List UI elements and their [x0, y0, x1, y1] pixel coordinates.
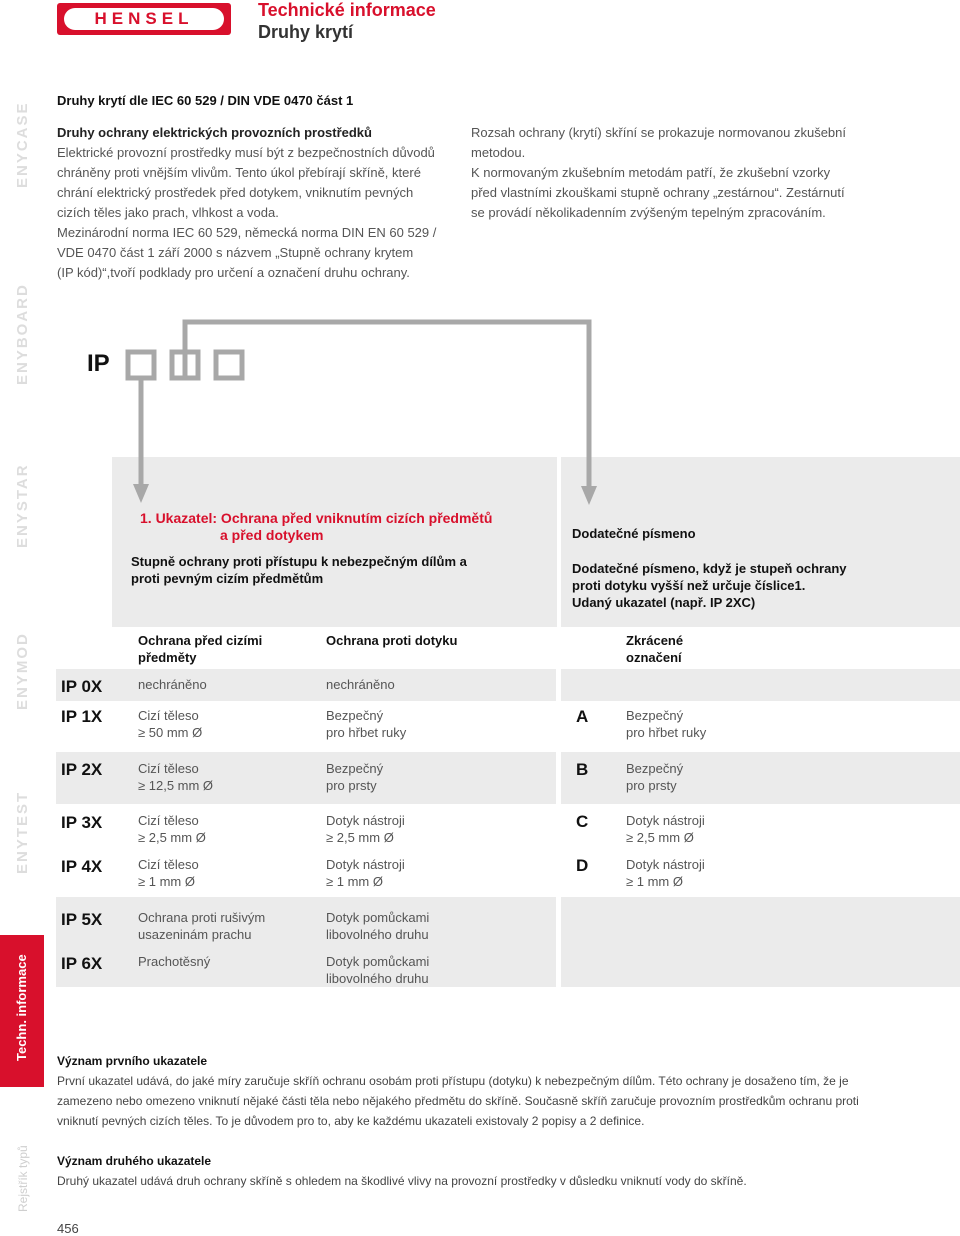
cell-line: ≥ 1 mm Ø [138, 874, 195, 889]
cell-line: nechráněno [138, 677, 207, 692]
letter-cell [626, 760, 683, 794]
cell-line: ≥ 1 mm Ø [626, 874, 683, 889]
brand-enyboard: ENYBOARD [14, 283, 31, 385]
th-touch: Ochrana proti dotyku [326, 633, 458, 648]
second-meaning-heading: Význam druhého ukazatele [57, 1154, 212, 1168]
intro-line: VDE 0470 část 1 září 2000 s názvem „Stupně ochrany krytem [57, 245, 414, 260]
intro-line: Elektrické provozní prostředky musí být z bezpečnostních důvodů [57, 145, 435, 160]
intro-line: K normovaným zkušebním metodám patří, že zkušební vzorky [471, 165, 831, 180]
cell-line: Dotyk pomůckami [326, 910, 430, 925]
cell-line: Cizí těleso [138, 761, 199, 776]
letter-code: D [576, 856, 589, 875]
foreign-cell [138, 856, 199, 890]
touch-cell [326, 909, 429, 943]
page-number: 456 [57, 1221, 79, 1236]
intro-line: se provádí několikadenním zvýšeným tepelným zpracováním. [471, 205, 826, 220]
cell-line: ≥ 50 mm Ø [138, 725, 203, 740]
intro-line: Mezinárodní norma IEC 60 529, německá norma DIN EN 60 529 / [57, 225, 437, 240]
intro-line: cizích těles jako prach, vlhkost a voda. [57, 205, 279, 220]
cell-line: Ochrana proti rušivým [138, 910, 266, 925]
arrow-second-head [581, 486, 597, 505]
th-short [626, 632, 683, 666]
cell-line: ≥ 12,5 mm Ø [138, 778, 214, 793]
arrow-first-head [133, 484, 149, 503]
letter-code: C [576, 812, 589, 831]
row-band [56, 897, 556, 987]
row-band [561, 897, 960, 987]
text-line: zamezeno nebo omezeno vniknutí nějaké části těla nebo nějakého předmětu do skříně. Současně skříň zaručuje provozním prostředkům ochranu proti [57, 1094, 859, 1108]
th-line: Ochrana před cizími [138, 633, 263, 648]
ip-code: IP 6X [61, 954, 103, 973]
arrow-second-line [185, 322, 589, 488]
row-band [561, 752, 960, 804]
touch-cell [326, 953, 429, 987]
cell-line: Dotyk nástroji [626, 813, 705, 828]
cell-line: libovolného druhu [326, 927, 429, 942]
touch-cell [326, 676, 395, 693]
foreign-cell [138, 812, 206, 846]
first-indicator-line: 1. Ukazatel: Ochrana před vniknutím cizích předmětů [140, 510, 493, 526]
intro-line: chráněny proti vnějším vlivům. Tento úkol přebírají skříně, které [57, 165, 421, 180]
logo-text: HENSEL [94, 9, 194, 28]
cell-line: pro hřbet ruky [326, 725, 407, 740]
intro-line: metodou. [471, 145, 526, 160]
letter-code: B [576, 760, 589, 779]
ip-label: IP [87, 350, 110, 377]
cell-line: Bezpečný [626, 761, 684, 776]
letter-cell [626, 707, 706, 741]
ip-box-1 [128, 352, 154, 378]
row-band [56, 669, 556, 701]
foreign-cell [138, 676, 207, 693]
additional-line: proti dotyku vyšší než určuje číslice1. [572, 578, 806, 593]
first-meaning-text [57, 1071, 917, 1131]
ip-code: IP 5X [61, 910, 103, 929]
side-tab-label: Techn. informace [14, 954, 29, 1061]
foreign-cell [138, 953, 210, 970]
intro-line: (IP kód)“,tvoří podklady pro určení a označení druhu ochrany. [57, 265, 410, 280]
cell-line: ≥ 2,5 mm Ø [138, 830, 206, 845]
intro-line: chrání elektrický prostředek před dotykem, vniknutím pevných [57, 185, 414, 200]
cell-line: ≥ 1 mm Ø [326, 874, 383, 889]
text-line: První ukazatel udává, do jaké míry zaručuje skříň ochranu osobám proti přístupu (dotyku) k nebezpečným dílům. Této ochrany je dosaženo tím, že je [57, 1074, 849, 1088]
th-line: označení [626, 650, 682, 665]
brand-enycase: ENYCASE [14, 101, 31, 188]
side-index-label[interactable]: Rejstřík typů [16, 1145, 30, 1212]
second-meaning-text: Druhý ukazatel udává druh ochrany skříně s ohledem na škodlivé vlivy na provozní prostředky v důsledku vniknutí vody do skříně. [57, 1174, 747, 1188]
row-band [561, 669, 960, 701]
foreign-cell [138, 760, 213, 794]
cell-line: Bezpečný [626, 708, 684, 723]
letter-cell [626, 856, 705, 890]
ip-code: IP 2X [61, 760, 103, 779]
cell-line: Dotyk nástroji [326, 813, 405, 828]
cell-line: usazeninám prachu [138, 927, 252, 942]
cell-line: ≥ 2,5 mm Ø [626, 830, 694, 845]
header-subtitle: Druhy krytí [258, 22, 354, 42]
touch-cell [326, 707, 406, 741]
cell-line: pro prsty [326, 778, 377, 793]
cell-line: Bezpečný [326, 708, 384, 723]
touch-cell [326, 856, 405, 890]
cell-line: pro prsty [626, 778, 677, 793]
brand-enymod: ENYMOD [14, 632, 31, 710]
main-title: Druhy krytí dle IEC 60 529 / DIN VDE 0470 část 1 [57, 93, 354, 108]
ip-box-3 [216, 352, 242, 378]
cell-line: Cizí těleso [138, 857, 199, 872]
th-line: Zkrácené [626, 633, 684, 648]
first-meaning-heading: Význam prvního ukazatele [57, 1054, 208, 1068]
first-indicator-sub [131, 553, 467, 587]
th-foreign [138, 632, 262, 666]
letter-code: A [576, 707, 589, 726]
additional-line: Dodatečné písmeno, když je stupeň ochrany [572, 561, 847, 576]
cell-line: Dotyk nástroji [626, 857, 705, 872]
row-band [56, 752, 556, 804]
intro-line: před vlastními zkouškami stupně ochrany „zestárnou“. Zestárnutí [471, 185, 845, 200]
letter-cell [626, 812, 705, 846]
additional-title: Dodatečné písmeno [572, 526, 696, 541]
ip-code: IP 1X [61, 707, 103, 726]
additional-line: Udaný ukazatel (např. IP 2XC) [572, 595, 756, 610]
first-sub-line: Stupně ochrany proti přístupu k nebezpečným dílům a [131, 554, 467, 569]
foreign-cell [138, 707, 202, 741]
side-tab-techn-info[interactable] [0, 935, 44, 1087]
th-line: předměty [138, 650, 197, 665]
cell-line: nechráněno [326, 677, 395, 692]
first-indicator-title [140, 510, 492, 544]
touch-cell [326, 760, 383, 794]
additional-desc [572, 560, 847, 611]
intro-heading: Druhy ochrany elektrických provozních prostředků [57, 125, 372, 140]
foreign-cell [138, 909, 265, 943]
cell-line: Dotyk nástroji [326, 857, 405, 872]
header-title: Technické informace [258, 0, 436, 20]
first-indicator-line: a před dotykem [220, 527, 324, 543]
ip-code: IP 4X [61, 857, 103, 876]
ip-diagram-arrows [0, 0, 960, 520]
brand-enytest: ENYTEST [14, 790, 31, 874]
cell-line: libovolného druhu [326, 971, 429, 986]
cell-line: Dotyk pomůckami [326, 954, 430, 969]
text-line: vniknutí pevných cizích těles. To je důvodem pro to, aby ke každému ukazateli existovaly 2 popisy a 2 definice. [57, 1114, 645, 1128]
cell-line: ≥ 2,5 mm Ø [326, 830, 394, 845]
cell-line: Bezpečný [326, 761, 384, 776]
brand-enystar: ENYSTAR [14, 463, 31, 548]
ip-code: IP 0X [61, 677, 103, 696]
first-sub-line: proti pevným cizím předmětům [131, 571, 324, 586]
cell-line: Cizí těleso [138, 708, 199, 723]
cell-line: Cizí těleso [138, 813, 199, 828]
cell-line: pro hřbet ruky [626, 725, 707, 740]
touch-cell [326, 812, 405, 846]
ip-code: IP 3X [61, 813, 103, 832]
intro-line: Rozsah ochrany (krytí) skříní se prokazuje normovanou zkušební [471, 125, 847, 140]
cell-line: Prachotěsný [138, 954, 211, 969]
